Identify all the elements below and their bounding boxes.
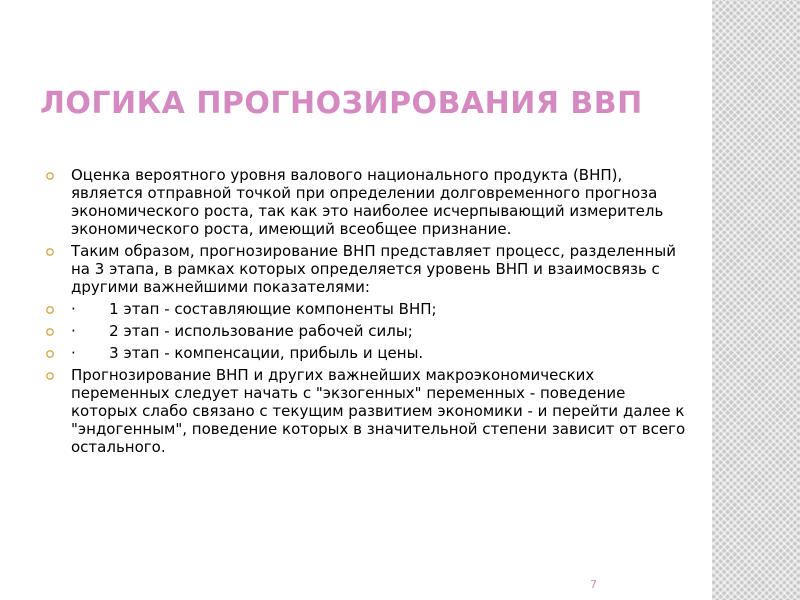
bullet-item [44, 242, 694, 296]
bullet-item [44, 322, 694, 340]
bullet-text: · 1 этап - составляющие компоненты ВНП; [71, 300, 437, 318]
page-number: 7 [590, 578, 597, 591]
circle-bullet-icon [44, 167, 58, 183]
bullet-text: Таким образом, прогнозирование ВНП представляет процесс, разделенный на 3 этапа, в рамках которых определяется уровень ВНП и взаимосвязь с другими важнейшими показателями: [71, 242, 676, 296]
decorative-side-band [712, 0, 800, 600]
circle-bullet-icon [44, 345, 58, 361]
bullet-text: · 2 этап - использование рабочей силы; [71, 322, 413, 340]
circle-bullet-icon [44, 323, 58, 339]
bullet-item [44, 344, 694, 362]
circle-bullet-icon [44, 301, 58, 317]
bullet-item [44, 366, 694, 456]
bullet-list [44, 166, 694, 460]
bullet-text: · 3 этап - компенсации, прибыль и цены. [71, 344, 424, 362]
slide-title: ЛОГИКА ПРОГНОЗИРОВАНИЯ ВВП [40, 86, 643, 121]
bullet-text: Прогнозирование ВНП и других важнейших макроэкономических переменных следует начать с "экзогенных" переменных - поведение которых слабо связано с текущим развитием экономики - и перейти далее к "эндогенным", поведение которых в значительной степени зависит от всего остального. [71, 366, 686, 456]
bullet-text: Оценка вероятного уровня валового национального продукта (ВНП), является отправной точкой при определении долговременного прогноза экономического роста, так как это наиболее исчерпывающий измеритель экономического роста, имеющий всеобщее признание. [71, 166, 664, 238]
circle-bullet-icon [44, 243, 58, 259]
circle-bullet-icon [44, 367, 58, 383]
bullet-item [44, 300, 694, 318]
bullet-item [44, 166, 694, 238]
